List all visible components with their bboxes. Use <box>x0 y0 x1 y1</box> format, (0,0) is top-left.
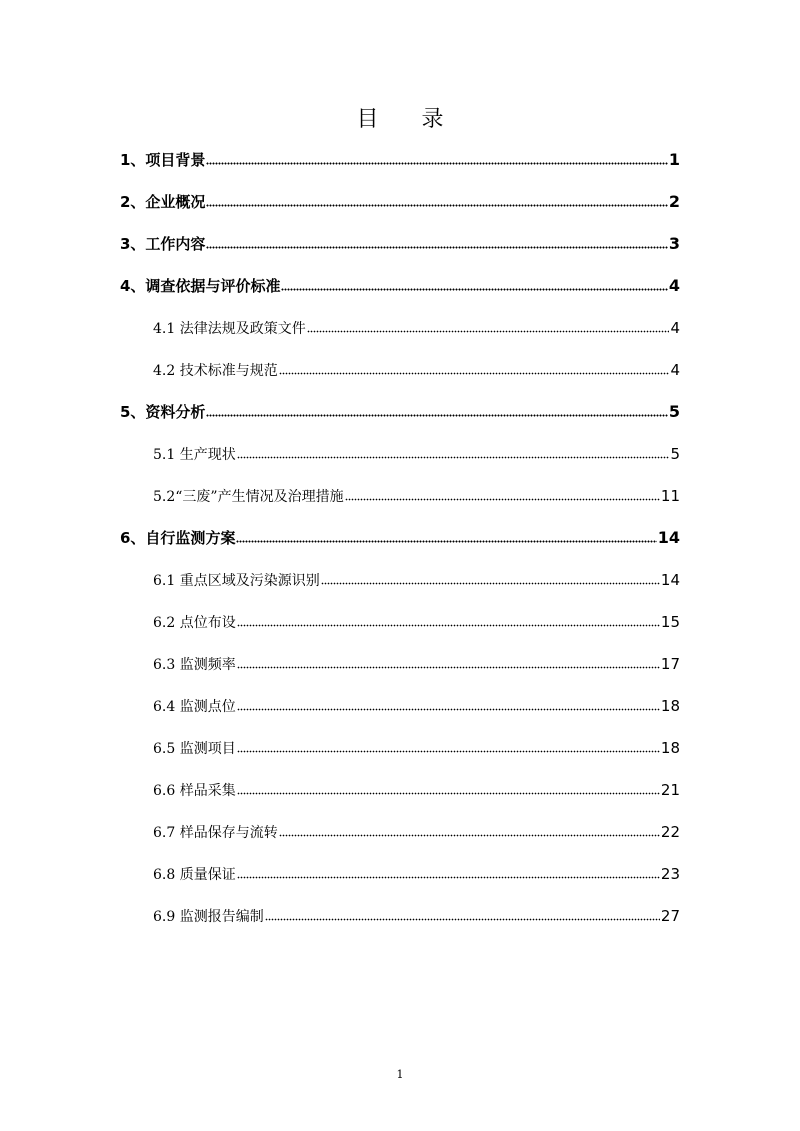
toc-dot-leader <box>206 246 667 249</box>
toc-entry-page: 1 <box>668 150 680 169</box>
toc-entry[interactable] <box>120 526 680 550</box>
toc-entry[interactable] <box>120 190 680 214</box>
toc-entry[interactable] <box>153 568 680 592</box>
toc-entry[interactable] <box>153 778 680 802</box>
toc-entry-label: 6.2 点位布设 <box>153 615 236 631</box>
toc-entry-label: 6、自行监测方案 <box>120 529 236 547</box>
toc-dot-leader <box>237 456 670 459</box>
toc-dot-leader <box>237 624 660 627</box>
toc-entry-label: 4、调查依据与评价标准 <box>120 277 281 295</box>
toc-entry-label: 6.5 监测项目 <box>153 741 236 757</box>
toc-entry[interactable] <box>153 736 680 760</box>
toc-entry[interactable] <box>153 862 680 886</box>
toc-entry-page: 15 <box>660 613 680 631</box>
toc-entry[interactable] <box>153 904 680 928</box>
toc-entry[interactable] <box>120 232 680 256</box>
toc-entry[interactable] <box>153 694 680 718</box>
toc-dot-leader <box>206 162 667 165</box>
toc-entry-label: 6.4 监测点位 <box>153 699 236 715</box>
toc-dot-leader <box>321 582 660 585</box>
toc-dot-leader <box>345 498 660 501</box>
toc-entry-label: 1、项目背景 <box>120 151 206 169</box>
toc-entry[interactable] <box>120 274 680 298</box>
toc-entry-page: 17 <box>660 655 680 673</box>
toc-entry-label: 6.6 样品采集 <box>153 783 236 799</box>
footer-page-number: 1 <box>396 1068 404 1081</box>
toc-entry-page: 4 <box>670 319 680 337</box>
toc-entry-label: 5、资料分析 <box>120 403 206 421</box>
toc-entry-page: 5 <box>670 445 680 463</box>
toc-entry-label: 4.2 技术标准与规范 <box>153 363 278 379</box>
toc-dot-leader <box>279 372 670 375</box>
toc-dot-leader <box>206 414 667 417</box>
toc-entry-page: 18 <box>660 739 680 757</box>
toc-dot-leader <box>237 708 660 711</box>
toc-entry-page: 11 <box>660 487 680 505</box>
toc-entry-page: 5 <box>668 402 680 421</box>
toc-entry[interactable] <box>120 148 680 172</box>
toc-entry-label: 2、企业概况 <box>120 193 206 211</box>
toc-entry-label: 6.9 监测报告编制 <box>153 909 264 925</box>
toc-entry-label: 4.1 法律法规及政策文件 <box>153 321 306 337</box>
toc-entry[interactable] <box>153 316 680 340</box>
toc-entry-page: 2 <box>668 192 680 211</box>
toc-entry-label: 6.8 质量保证 <box>153 867 236 883</box>
toc-title: 目 录 <box>356 107 462 132</box>
toc-entry-page: 18 <box>660 697 680 715</box>
toc-dot-leader <box>237 792 660 795</box>
toc-dot-leader <box>307 330 670 333</box>
toc-entry[interactable] <box>153 484 680 508</box>
toc-entry[interactable] <box>153 652 680 676</box>
toc-entry[interactable] <box>153 442 680 466</box>
toc-entry[interactable] <box>120 400 680 424</box>
toc-entry-page: 3 <box>668 234 680 253</box>
toc-entry-page: 21 <box>660 781 680 799</box>
toc-entry-page: 14 <box>657 528 680 547</box>
toc-entry-page: 14 <box>660 571 680 589</box>
toc-entry-page: 4 <box>668 276 680 295</box>
toc-dot-leader <box>236 540 656 543</box>
toc-entry-label: 6.7 样品保存与流转 <box>153 825 278 841</box>
toc-entry-label: 5.1 生产现状 <box>153 447 236 463</box>
toc-dot-leader <box>279 834 660 837</box>
toc-entry-label: 6.3 监测频率 <box>153 657 236 673</box>
toc-entry[interactable] <box>153 820 680 844</box>
toc-entry[interactable] <box>153 358 680 382</box>
toc-entry-page: 23 <box>660 865 680 883</box>
toc-entry-label: 5.2“三废”产生情况及治理措施 <box>153 489 344 505</box>
toc-entry-page: 27 <box>660 907 680 925</box>
toc-dot-leader <box>237 876 660 879</box>
toc-dot-leader <box>237 750 660 753</box>
toc-dot-leader <box>206 204 667 207</box>
toc-dot-leader <box>265 918 660 921</box>
toc-dot-leader <box>237 666 660 669</box>
toc-entry-page: 4 <box>670 361 680 379</box>
toc-entry-label: 6.1 重点区域及污染源识别 <box>153 573 320 589</box>
toc-entry[interactable] <box>153 610 680 634</box>
toc-entry-page: 22 <box>660 823 680 841</box>
toc-dot-leader <box>281 288 667 291</box>
toc-entry-label: 3、工作内容 <box>120 235 206 253</box>
